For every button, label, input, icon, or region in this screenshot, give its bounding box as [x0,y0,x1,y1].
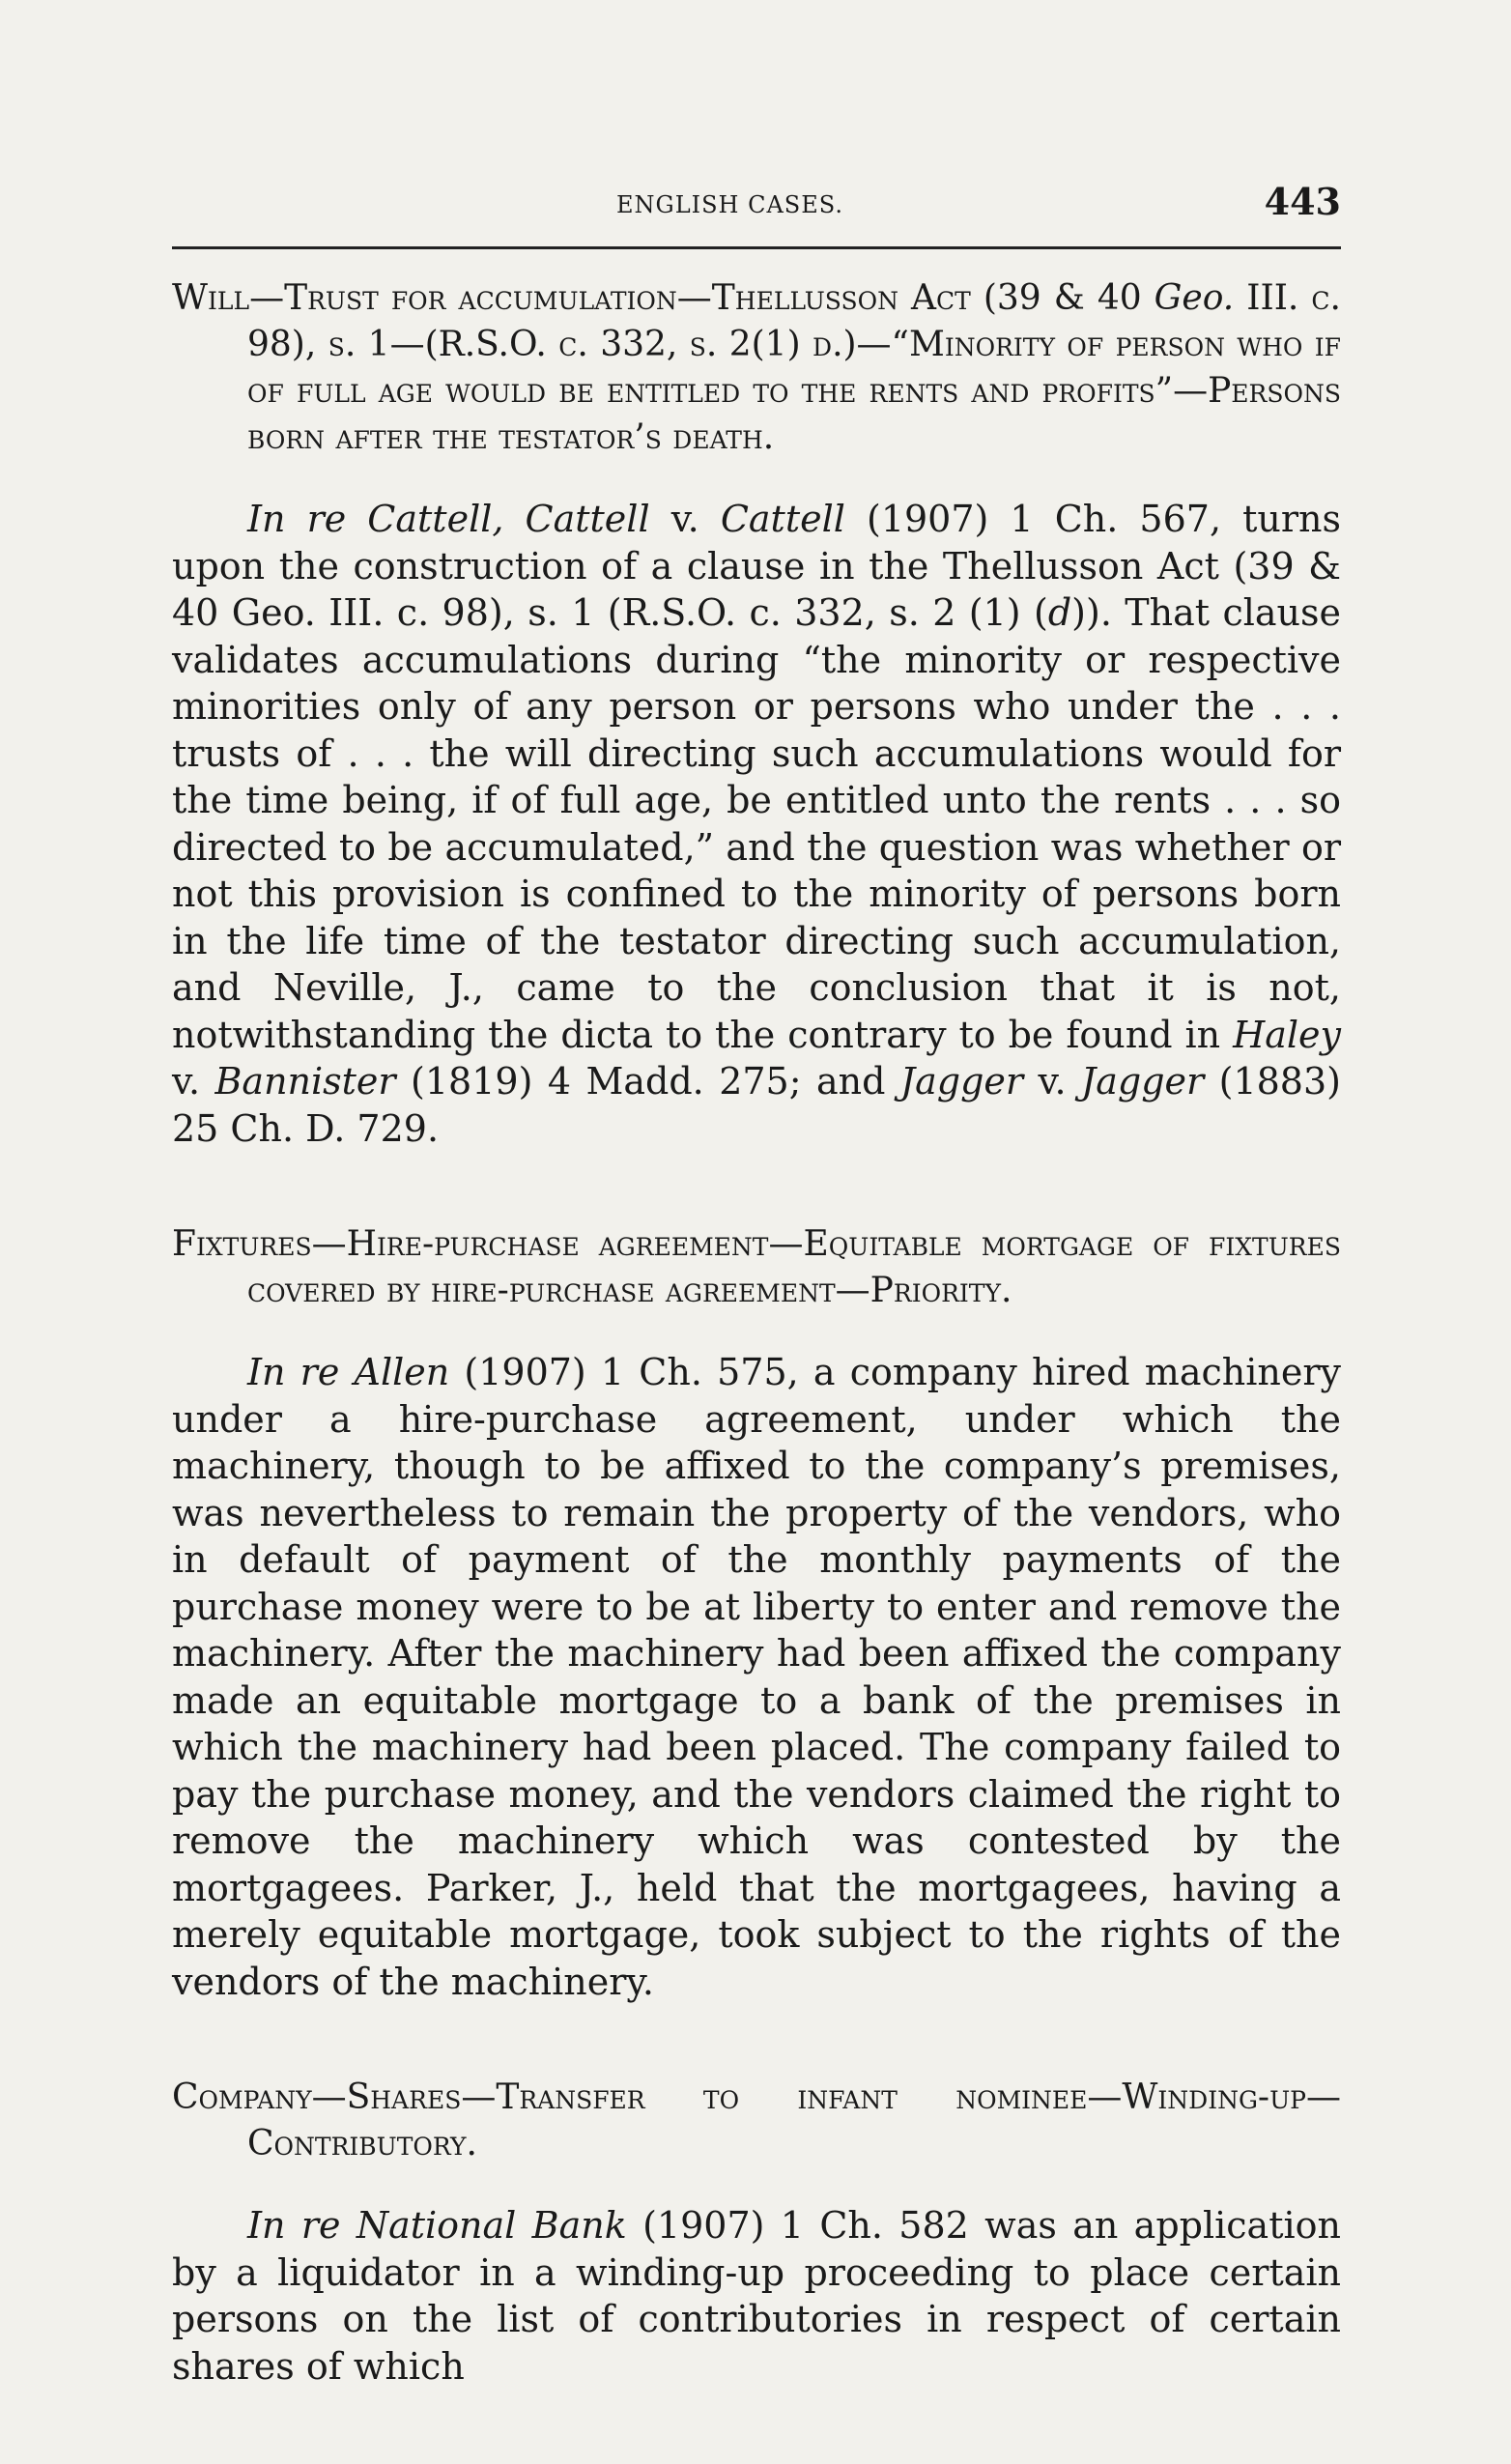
italic-text-run: Haley [1233,1013,1341,1056]
italic-text-run: In re National Bank [247,2204,627,2247]
header-rule [172,246,1341,249]
text-run: Fixtures—Hire-purchase agreement—Equitable mortgage of fixtures covered by hire-purchase agreement—Priority. [172,1224,1341,1310]
text-run: (1907) 1 Ch. 582 was an application by a liquidator in a winding-up proceeding to place certain persons on the list of contributories in respect of certain shares of which [172,2204,1341,2388]
section-heading [172,1221,1341,1314]
text-run: v. [172,1060,215,1103]
section-heading [172,275,1341,461]
italic-text-run: Geo. [1154,278,1235,318]
text-run: III. c. 98), s. 1—(R.S.O. c. 332, s. 2(1) d.)—“Minority of person who if of full age would be entitled to the rents and profits”—Persons born after the testator’s death. [247,278,1341,457]
section-heading [172,2075,1341,2167]
italic-text-run: In re Cattell, Cattell [247,498,650,540]
page-header [172,174,1341,232]
section-paragraph [172,1349,1341,2005]
text-run: Company—Shares—Transfer to infant nominee—Winding-up—Contributory. [172,2077,1341,2163]
text-run: (1907) 1 Ch. 575, a company hired machinery under a hire-purchase agreement, under which the machinery, though to be affixed to the company’s premises, was nevertheless to remain the property of the vendors, who in default of payment of the monthly payments of the purchase money were to be at liberty to enter and remove the machinery. After the machinery had been affixed the company made an equitable mortgage to a bank of the premises in which the machinery had been placed. The company failed to pay the purchase money, and the vendors claimed the right to remove the machinery which was contested by the mortgagees. Parker, J., held that the mortgagees, having a merely equitable mortgage, took subject to the rights of the vendors of the machinery. [172,1351,1341,2003]
text-run: (1907) 1 Ch. 567, turns upon the construction of a clause in the Thellusson Act (39 & 40 Geo. III. c. 98), s. 1 (R.S.O. c. 332, s. 2 (1) ( [172,498,1341,634]
italic-text-run: Bannister [214,1060,396,1103]
italic-text-run: In re Allen [247,1351,450,1393]
case-section-national-bank [172,2075,1341,2390]
italic-text-run: Jagger [899,1060,1024,1103]
section-paragraph [172,2202,1341,2390]
italic-text-run: d [1047,591,1072,634]
text-run: v. [1023,1060,1081,1103]
text-run: v. [649,498,721,540]
case-section-allen [172,1221,1341,2005]
case-section-cattell [172,275,1341,1152]
italic-text-run: Cattell [720,498,845,540]
text-run: )). That clause validates accumulations during “the minority or respective minorities only of any person or persons who under the . . . trusts of . . . the will directing such accumulations would for the time being, if of full age, be entitled unto the rents . . . so directed to be accumulated,” and the question was whether or not this provision is confined to the minority of persons born in the life time of the testator directing such accumulation, and Neville, J., came to the conclusion that it is not, notwithstanding the dicta to the contrary to be found in [172,591,1342,1056]
text-run: Will—Trust for accumulation—Thellusson Act (39 & 40 [172,278,1155,318]
page-number: 443 [1264,180,1341,223]
text-run: (1883) 25 Ch. D. 729. [172,1060,1341,1150]
text-run: (1819) 4 Madd. 275; and [395,1060,900,1103]
italic-text-run: Jagger [1080,1060,1205,1103]
section-paragraph [172,496,1341,1152]
running-title: ENGLISH CASES. [616,191,843,218]
page-content [172,275,1341,2459]
